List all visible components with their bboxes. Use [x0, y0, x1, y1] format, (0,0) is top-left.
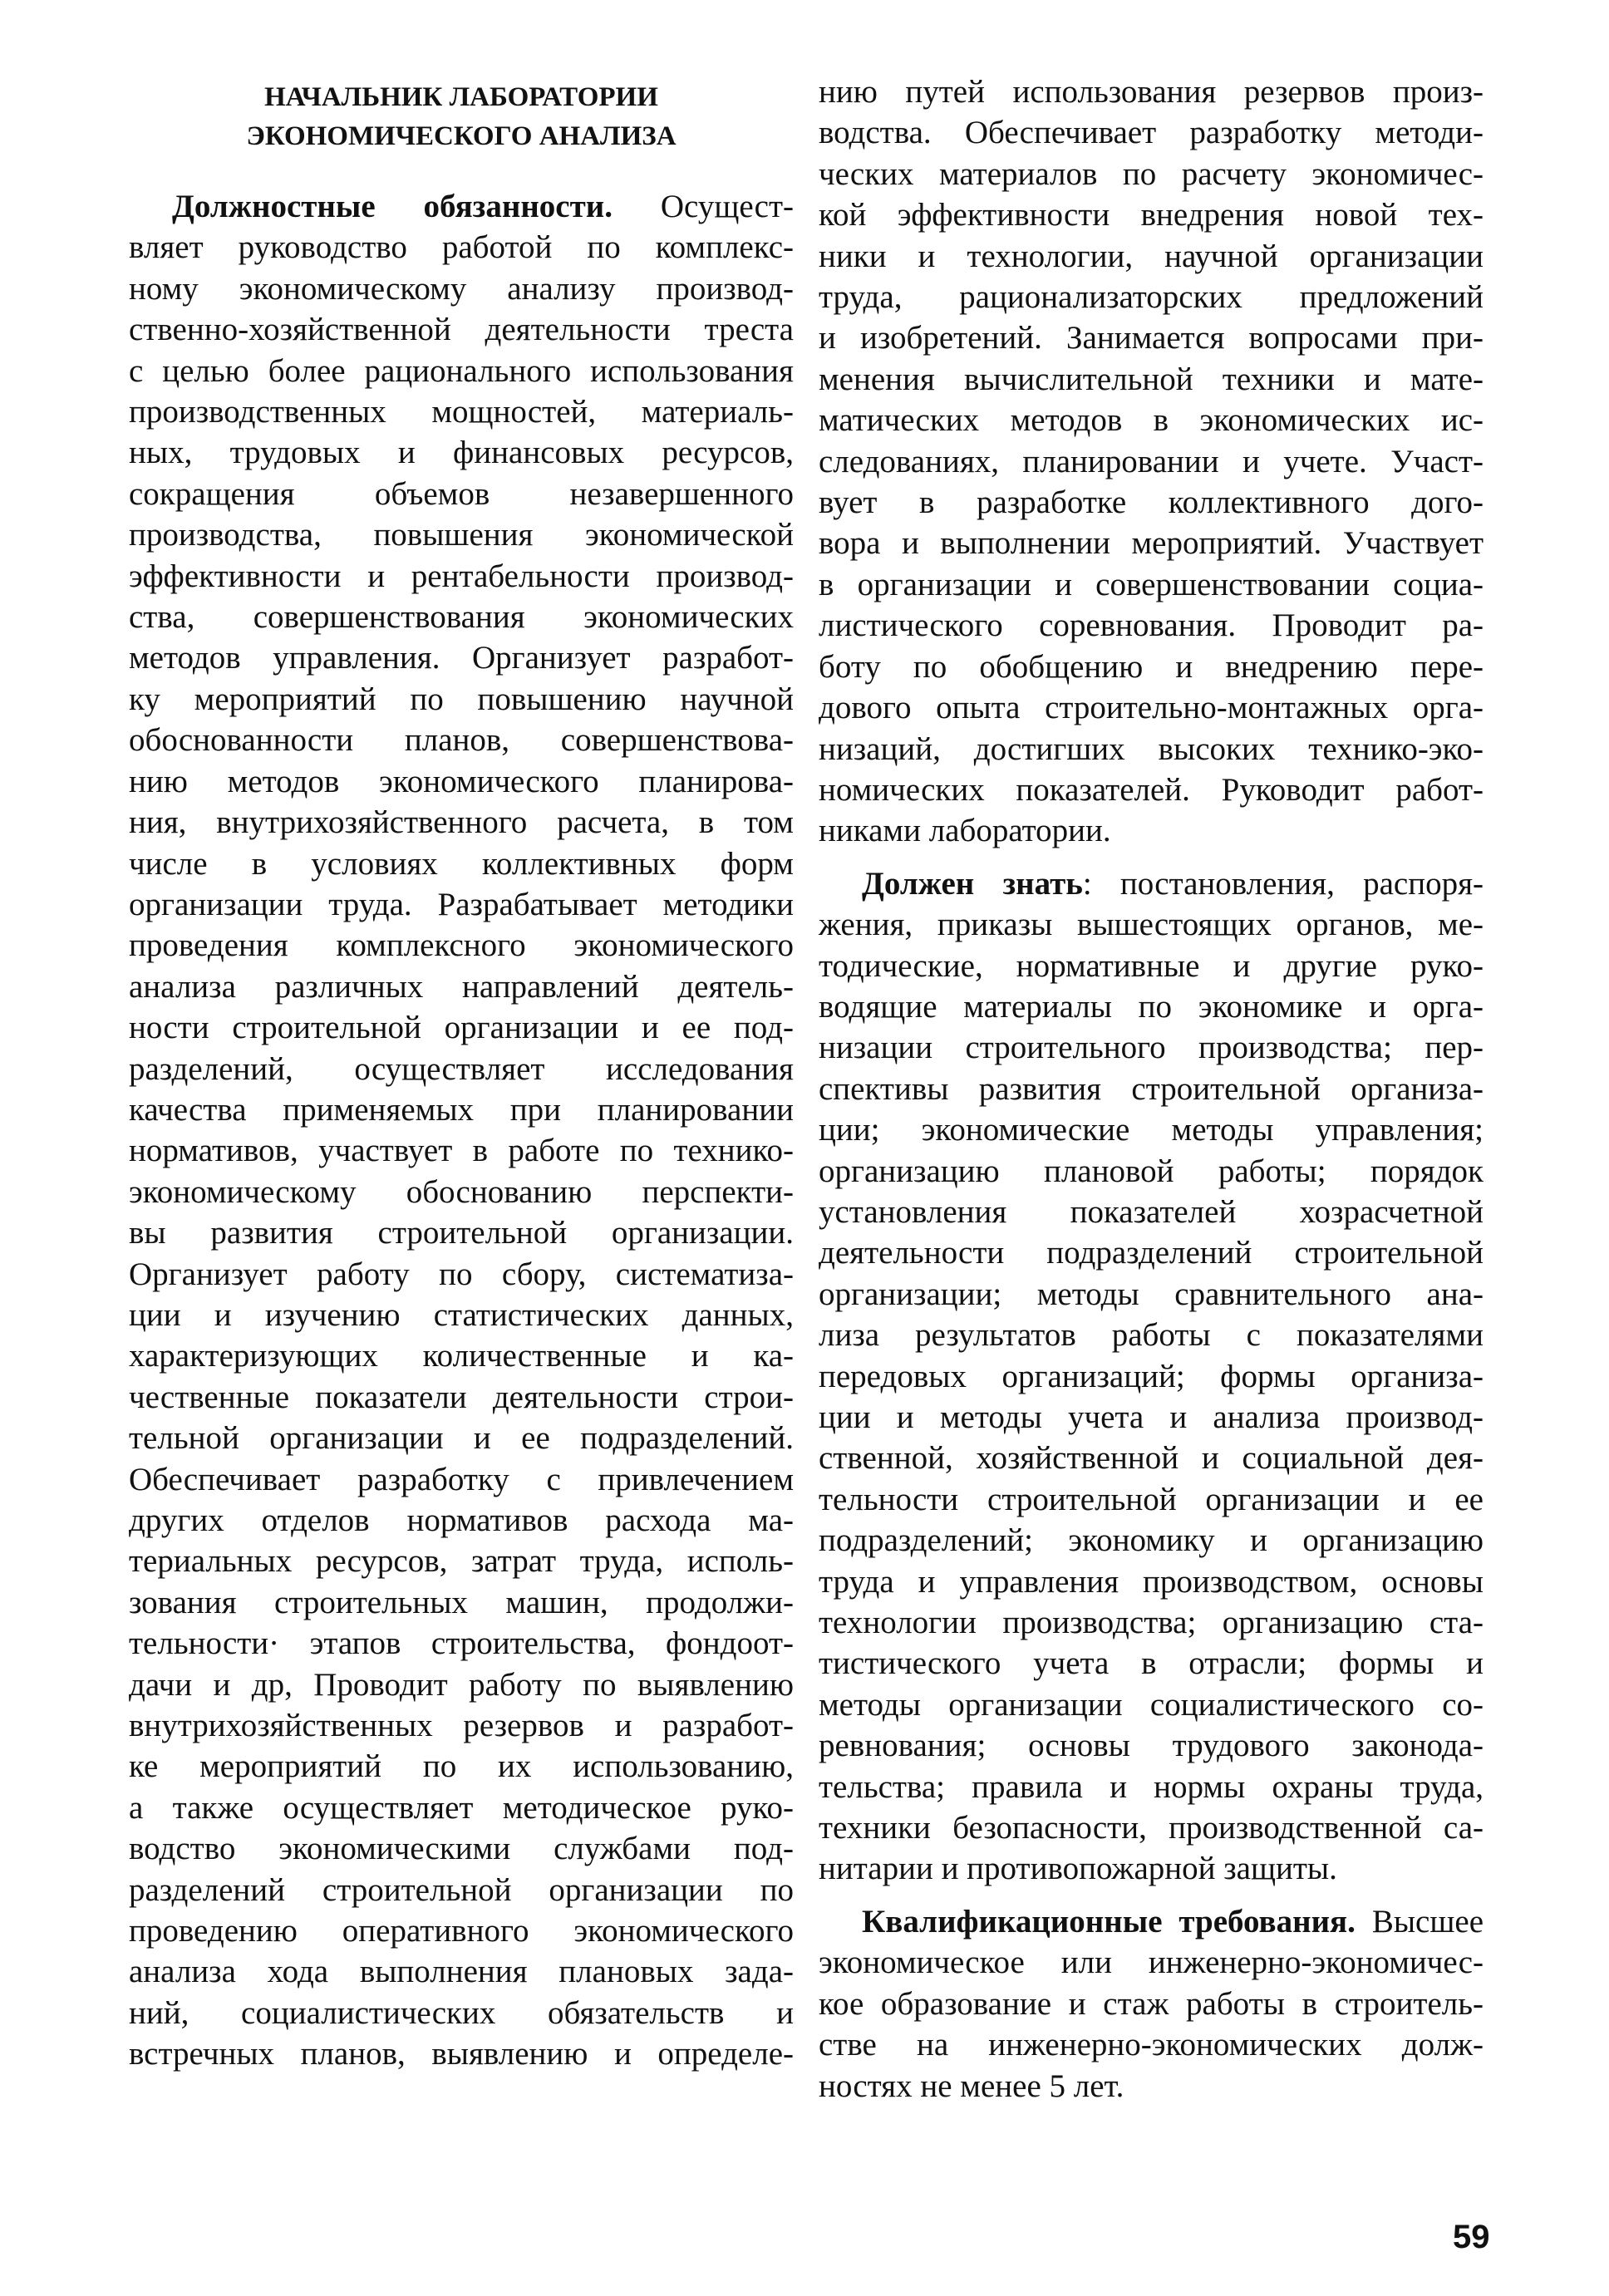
text-line: организацию плановой работы; порядок [819, 1153, 1484, 1189]
text-line: ственно-хозяйственной деятельности треста [129, 312, 794, 348]
text-line: тельства; правила и нормы охраны труда, [819, 1768, 1484, 1805]
text-line: встречных планов, выявлению и определе- [129, 2036, 794, 2072]
text-line: ностях не менее 5 лет. [819, 2067, 1124, 2104]
text-line: а также осуществляет методическое руко- [129, 1789, 794, 1826]
text-line: внутрихозяйственных резервов и разработ- [129, 1708, 794, 1744]
text-line: труда и управления производством, основы [819, 1563, 1484, 1600]
text-line: методы организации социалистического со- [819, 1686, 1484, 1723]
text-line: характеризующих количественные и ка- [129, 1338, 794, 1374]
text-line: экономическому обоснованию перспекти- [129, 1173, 794, 1210]
text-line: дового опыта строительно-монтажных орга- [819, 690, 1484, 726]
text-line: зования строительных машин, продолжи- [129, 1584, 794, 1620]
text-line: водящие материалы по экономике и орга- [819, 988, 1484, 1025]
knowledge-heading: Должен знать [862, 865, 1083, 902]
text-line: передовых организаций; формы организа- [819, 1358, 1484, 1394]
text-line: труда, рационализаторских предложений [819, 279, 1484, 316]
text-line: нию путей использования резервов произ- [819, 74, 1484, 110]
duties-paragraph [129, 186, 794, 2075]
text-line: проведению оперативного экономического [129, 1913, 794, 1949]
text-line: ции и изучению статистических данных, [129, 1296, 794, 1333]
text-line: деятельности подразделений строительной [819, 1235, 1484, 1271]
text-line: сокращения объемов незавершенного [129, 475, 794, 512]
page-number: 59 [1453, 2219, 1490, 2255]
knowledge-paragraph [819, 863, 1484, 1890]
text-line: ческих материалов по расчету экономичес- [819, 155, 1484, 192]
text-line: организации; методы сравнительного ана- [819, 1276, 1484, 1312]
text-line: матических методов в экономических ис- [819, 402, 1484, 439]
text-line: териальных ресурсов, затрат труда, исполь- [129, 1543, 794, 1580]
text-line: числе в условиях коллективных форм [129, 845, 794, 882]
text-line: водство экономическими службами под- [129, 1831, 794, 1867]
text-line: низации строительного производства; пер- [819, 1030, 1484, 1066]
text-line: ции и методы учета и анализа производ- [819, 1399, 1484, 1435]
text-line: обоснованности планов, совершенствова- [129, 722, 794, 759]
text-line: вора и выполнении мероприятий. Участвует [819, 525, 1484, 562]
text-line: чественные показатели деятельности строи- [129, 1379, 794, 1415]
text-line: технологии производства; организацию ста- [819, 1605, 1484, 1641]
text-line: менения вычислительной техники и мате- [819, 361, 1484, 397]
text-line: вует в разработке коллективного дого- [819, 484, 1484, 521]
text-line: техники безопасности, производственной са- [819, 1810, 1484, 1846]
text-line: стве на инженерно-экономических долж- [819, 2027, 1484, 2063]
text-line: экономическое или инженерно-экономичес- [819, 1944, 1484, 1981]
text-line: водства. Обеспечивает разработку методи- [819, 115, 1484, 151]
title-line-1: НАЧАЛЬНИК ЛАБОРАТОРИИ [264, 82, 658, 112]
text-line: Организует работу по сбору, систематиза- [129, 1256, 794, 1292]
text-line: производства, повышения экономической [129, 517, 794, 553]
text-line: тельности· этапов строительства, фондоот- [129, 1625, 794, 1662]
qualification-paragraph [819, 1901, 1484, 2107]
text-line: лиза результатов работы с показателями [819, 1317, 1484, 1354]
paragraph-gap [819, 1890, 1484, 1901]
duties-paragraph-continued [819, 71, 1484, 852]
text-line: анализа различных направлений деятель- [129, 968, 794, 1005]
text-line: ния, внутрихозяйственного расчета, в том [129, 804, 794, 841]
text-line: кой эффективности внедрения новой тех- [819, 197, 1484, 234]
text-line: ку мероприятий по повышению научной [129, 681, 794, 717]
text-line: боту по обобщению и внедрению пере- [819, 648, 1484, 685]
text-line: ции; экономические методы управления; [819, 1112, 1484, 1148]
text-line: Квалификационные требования. Высшее [862, 1903, 1484, 1940]
text-line: проведения комплексного экономического [129, 927, 794, 964]
text-line: ники и технологии, научной организации [819, 238, 1484, 274]
text-line: Должностные обязанности. Осущест- [172, 189, 795, 224]
text-line: методов управления. Организует разработ- [129, 640, 794, 676]
section-title [129, 78, 794, 156]
text-line: листического соревнования. Проводит ра- [819, 607, 1484, 644]
text-line: кое образование и стаж работы в строитель- [819, 1985, 1484, 2022]
text-line: ному экономическому анализу производ- [129, 270, 794, 307]
text-line: и изобретений. Занимается вопросами при- [819, 320, 1484, 356]
text-line: тодические, нормативные и другие руко- [819, 947, 1484, 984]
text-line: тельности строительной организации и ее [819, 1481, 1484, 1517]
text-line: ных, трудовых и финансовых ресурсов, [129, 435, 794, 471]
text-line: производственных мощностей, материаль- [129, 394, 794, 430]
text-line: спективы развития строительной организа- [819, 1070, 1484, 1107]
text-line: разделений, осуществляет исследования [129, 1050, 794, 1087]
text-line: низаций, достигших высоких технико-эко- [819, 730, 1484, 767]
text-line: с целью более рационального использования [129, 352, 794, 389]
text-line: жения, приказы вышестоящих органов, ме- [819, 907, 1484, 943]
text-line: нию методов экономического планирова- [129, 763, 794, 799]
text-line: анализа хода выполнения плановых зада- [129, 1954, 794, 1990]
text-line: номических показателей. Руководит работ- [819, 771, 1484, 808]
text-line: тистического учета в отрасли; формы и [819, 1645, 1484, 1682]
right-column [819, 71, 1484, 2107]
text-line: ний, социалистических обязательств и [129, 1994, 794, 2031]
text-line: качества применяемых при планировании [129, 1091, 794, 1128]
text-line: ке мероприятий по их использованию, [129, 1748, 794, 1785]
text-line: установления показателей хозрасчетной [819, 1193, 1484, 1230]
text-line: никами лаборатории. [819, 813, 1111, 849]
qualification-heading: Квалификационные требования. [862, 1903, 1356, 1940]
text-line: эффективности и рентабельности производ- [129, 558, 794, 594]
text-line: Обеспечивает разработку с привлечением [129, 1461, 794, 1497]
duties-heading: Должностные обязанности. [172, 189, 613, 224]
text-line: других отделов нормативов расхода ма- [129, 1502, 794, 1538]
text-line: организации труда. Разрабатывает методики [129, 886, 794, 922]
text-line: ности строительной организации и ее под- [129, 1010, 794, 1046]
text-line: Должен знать: постановления, распоря- [862, 865, 1484, 902]
text-line: тельной организации и ее подразделений. [129, 1420, 794, 1457]
text-line: вы развития строительной организации. [129, 1215, 794, 1251]
text-line: дачи и др, Проводит работу по выявлению [129, 1666, 794, 1703]
paragraph-gap [819, 852, 1484, 863]
left-column [129, 71, 794, 2075]
text-line: нормативов, участвует в работе по технико- [129, 1133, 794, 1169]
text-line: ревнования; основы трудового законода- [819, 1728, 1484, 1764]
text-line: подразделений; экономику и организацию [819, 1522, 1484, 1559]
text-line: ства, совершенствования экономических [129, 599, 794, 636]
text-line: в организации и совершенствовании социа- [819, 566, 1484, 602]
text-line: нитарии и противопожарной защиты. [819, 1851, 1337, 1887]
title-line-2: ЭКОНОМИЧЕСКОГО АНАЛИЗА [246, 121, 677, 151]
text-line: разделений строительной организации по [129, 1871, 794, 1908]
text-line: вляет руководство работой по комплекс- [129, 229, 794, 266]
text-line: следованиях, планировании и учете. Участ- [819, 443, 1484, 479]
text-line: ственной, хозяйственной и социальной дея- [819, 1440, 1484, 1477]
